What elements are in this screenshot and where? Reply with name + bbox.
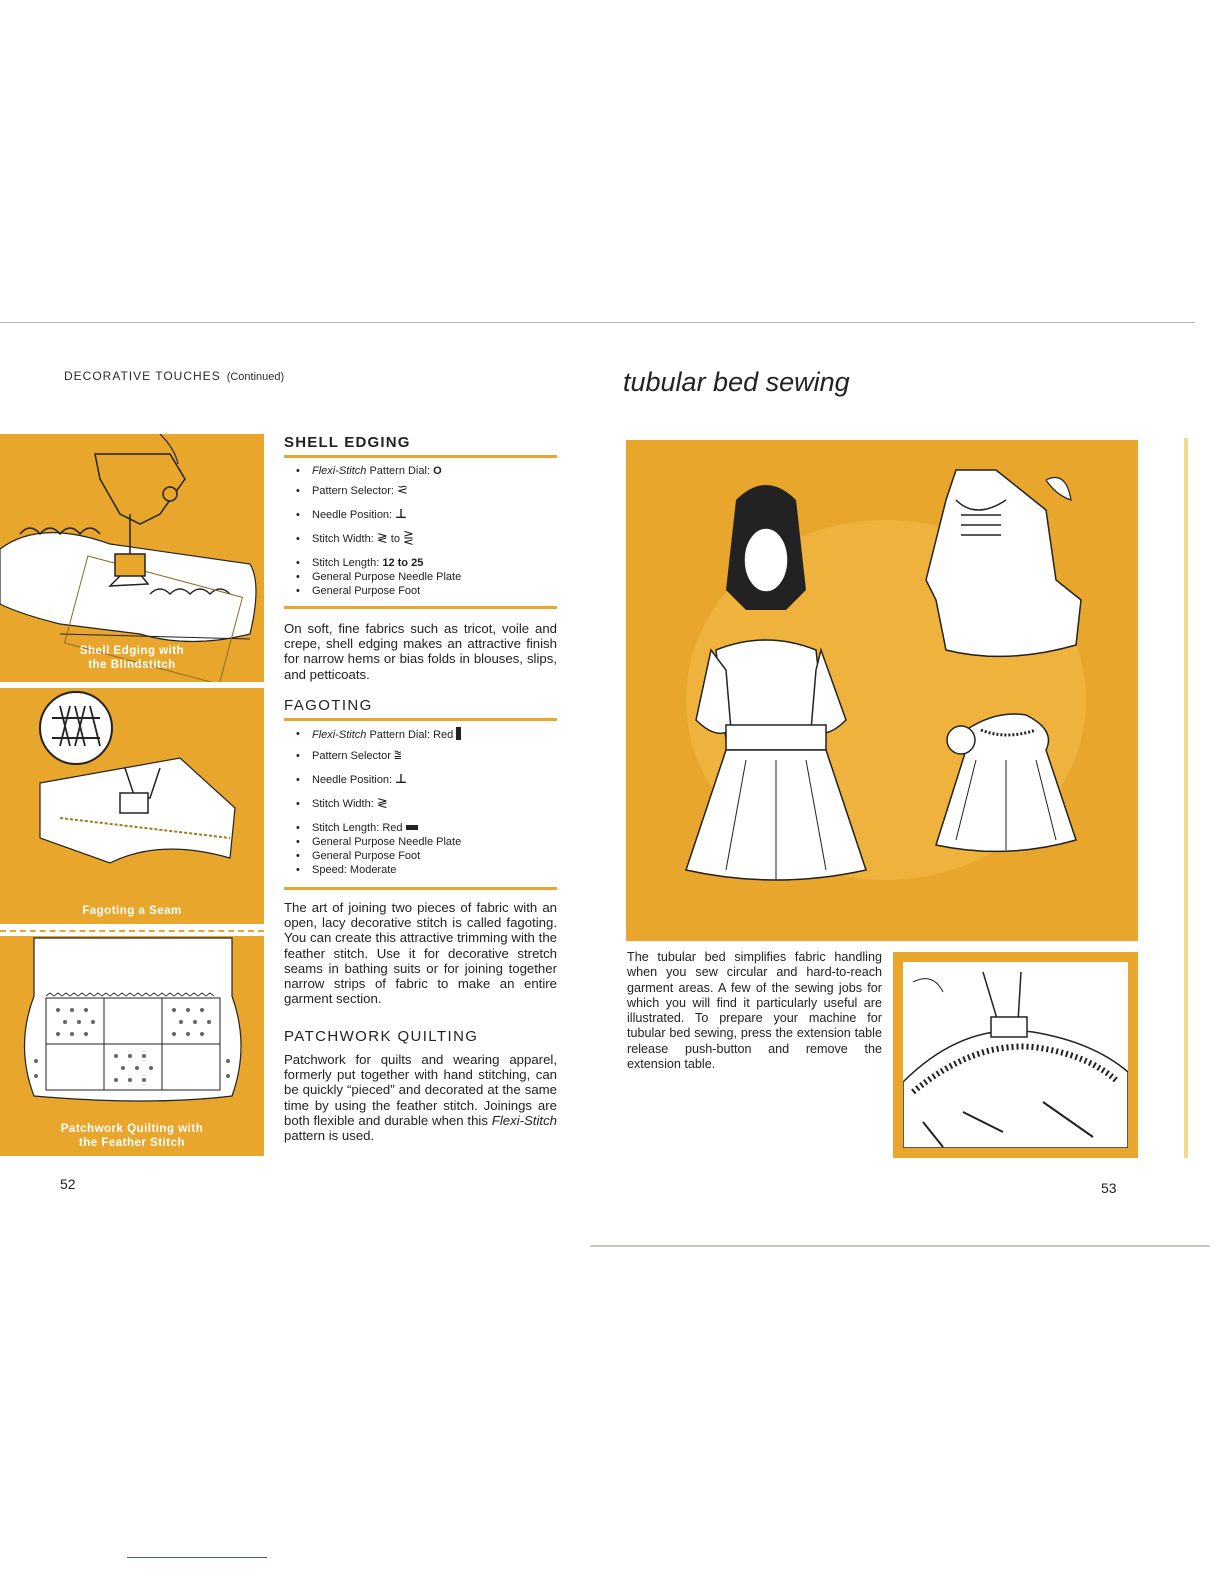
caption-line: the Feather Stitch bbox=[78, 1137, 186, 1149]
needle-position-icon: ⊥ bbox=[395, 507, 408, 522]
caption-line: Shell Edging with bbox=[79, 645, 185, 657]
page-title: tubular bed sewing bbox=[623, 367, 850, 397]
paragraph-text: Patchwork for quilts and wearing apparel, formerly put together with hand stitching, can be quickly “pieced” and decorated at the same time by using the feather stitch. Joinings are both flexible and durable when this bbox=[284, 1052, 557, 1128]
spec-item bbox=[296, 484, 557, 508]
running-header-text: DECORATIVE TOUCHES bbox=[64, 369, 221, 383]
shell-edging-caption bbox=[0, 644, 264, 672]
patchwork-section bbox=[284, 1028, 557, 1143]
shell-edging-section bbox=[284, 434, 557, 682]
page-number-left: 52 bbox=[60, 1176, 76, 1192]
spec-item: • Speed: Moderate bbox=[296, 863, 557, 877]
spec-item: • General Purpose Foot bbox=[296, 849, 557, 863]
section-title: FAGOTING bbox=[284, 697, 373, 714]
fagoting-caption: Fagoting a Seam bbox=[82, 905, 182, 917]
patchwork-paragraph bbox=[284, 1052, 557, 1143]
spec-label: Stitch Width: bbox=[312, 533, 374, 545]
paragraph-italic: Flexi-Stitch bbox=[491, 1112, 557, 1128]
spec-item bbox=[296, 821, 557, 835]
patchwork-caption bbox=[0, 1122, 264, 1150]
spec-label: Needle Position: bbox=[312, 774, 393, 786]
section-rule bbox=[284, 887, 557, 890]
shell-paragraph: On soft, fine fabrics such as tricot, voile and crepe, shell edging makes an attractive finish for narrow hems or bias folds in blouses, slips, and petticoats. bbox=[284, 621, 557, 682]
spec-label: Pattern Dial: bbox=[369, 465, 430, 477]
narrow-zigzag-icon: ≷ bbox=[376, 531, 388, 546]
section-title: SHELL EDGING bbox=[284, 434, 411, 451]
spec-label: Pattern Selector: bbox=[312, 485, 394, 497]
patchwork-illustration bbox=[0, 936, 264, 1156]
page-number-right: 53 bbox=[1101, 1180, 1117, 1196]
dashed-divider bbox=[0, 930, 264, 932]
page-bottom-edge bbox=[590, 1245, 1210, 1247]
spec-label: Stitch Width: bbox=[312, 798, 374, 810]
needle-position-icon: ⊥ bbox=[395, 772, 408, 787]
spec-item: • General Purpose Needle Plate bbox=[296, 570, 557, 584]
fagoting-specs-list bbox=[284, 727, 557, 877]
spec-label: Stitch Length: Red bbox=[312, 822, 403, 834]
section-rule bbox=[284, 606, 557, 609]
pattern-selector-icon: ⪝ bbox=[397, 483, 408, 498]
spec-label: Stitch Length: bbox=[312, 557, 380, 569]
spec-item bbox=[296, 464, 557, 484]
spec-italic: Flexi-Stitch bbox=[312, 465, 367, 477]
shell-specs-list bbox=[284, 464, 557, 598]
paragraph-text: pattern is used. bbox=[284, 1128, 375, 1144]
spec-item bbox=[296, 556, 557, 570]
wide-zigzag-icon: ⋛ bbox=[403, 531, 414, 546]
tubular-paragraph: The tubular bed simplifies fabric handling when you sew circular and hard-to-reach garment areas. A few of the sewing jobs for which you will find it particularly useful are illustrated. To prepare your machine for tubular bed sewing, press the extension table release push-button and remove the extension table. bbox=[627, 950, 882, 1072]
spec-label: Pattern Selector bbox=[312, 750, 391, 762]
spec-italic: Flexi-Stitch bbox=[312, 729, 367, 741]
spec-value: 12 to 25 bbox=[382, 557, 424, 569]
fagoting-illustration bbox=[0, 688, 264, 924]
section-rule bbox=[284, 455, 557, 458]
caption-line: the Blindstitch bbox=[88, 659, 176, 671]
narrow-zigzag-icon: ≷ bbox=[376, 796, 388, 811]
red-mark-icon bbox=[456, 727, 461, 740]
section-title: PATCHWORK QUILTING bbox=[284, 1028, 479, 1045]
spec-text: to bbox=[390, 533, 400, 545]
spec-item bbox=[296, 532, 557, 556]
running-header-suffix: (Continued) bbox=[226, 371, 285, 383]
shell-edging-illustration bbox=[0, 434, 264, 682]
spec-item bbox=[296, 797, 557, 821]
running-header bbox=[64, 369, 284, 383]
spec-item: • General Purpose Needle Plate bbox=[296, 835, 557, 849]
caption-line: Patchwork Quilting with bbox=[60, 1123, 204, 1135]
red-bar-icon bbox=[406, 825, 418, 830]
spec-item bbox=[296, 508, 557, 532]
page-edge-strip bbox=[1184, 438, 1188, 1158]
spec-item: • General Purpose Foot bbox=[296, 584, 557, 598]
spec-item bbox=[296, 727, 557, 749]
tubular-sewing-panel bbox=[903, 962, 1128, 1148]
spec-value: O bbox=[433, 465, 442, 477]
section-rule bbox=[284, 718, 557, 721]
garments-illustration bbox=[626, 440, 1138, 941]
feather-stitch-icon: ⩰ bbox=[393, 748, 402, 763]
spec-item bbox=[296, 773, 557, 797]
page-top-edge bbox=[0, 322, 1195, 323]
fagoting-paragraph: The art of joining two pieces of fabric with an open, lacy decorative stitch is called fagoting. You can create this attractive trimming with the feather stitch. Use it for decorative stretch seams in bathing suits or for joining together narrow strips of fabric to make an entire garment section. bbox=[284, 900, 557, 1007]
spec-label: Pattern Dial: bbox=[369, 729, 430, 741]
footnote-rule bbox=[127, 1557, 267, 1558]
spec-value: Red bbox=[433, 729, 454, 741]
spec-item bbox=[296, 749, 557, 773]
spec-label: Needle Position: bbox=[312, 509, 393, 521]
fagoting-section bbox=[284, 697, 557, 1006]
tubular-sewing-illustration bbox=[893, 952, 1138, 1158]
